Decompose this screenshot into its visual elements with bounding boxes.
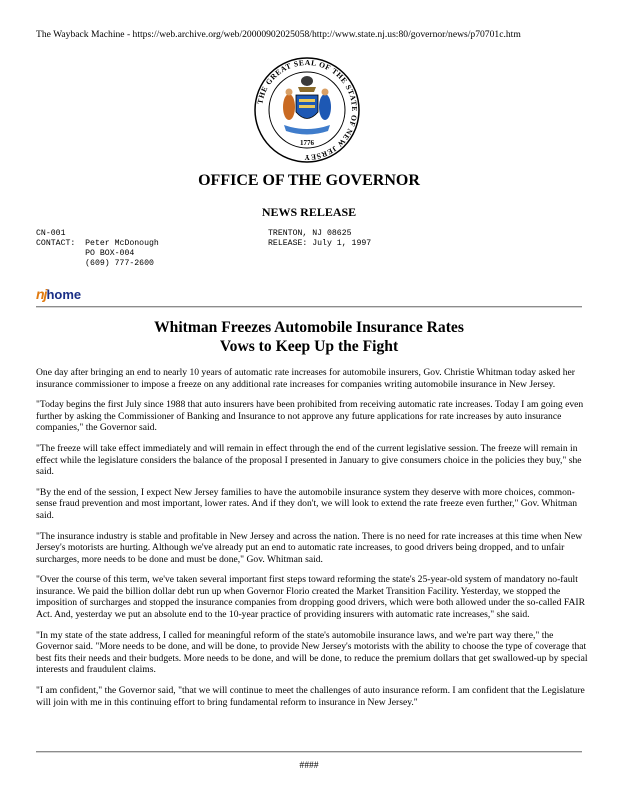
svg-text:THE GREAT SEAL OF THE STATE OF: THE GREAT SEAL OF THE STATE OF NEW JERSEY bbox=[255, 57, 360, 163]
divider bbox=[36, 306, 582, 308]
news-release-label: NEWS RELEASE bbox=[261, 205, 357, 219]
divider bbox=[36, 751, 582, 753]
headline-line1: Whitman Freezes Automobile Insurance Rates bbox=[154, 319, 464, 336]
headline-line2: Vows to Keep Up the Fight bbox=[219, 338, 399, 355]
release-info: TRENTON, NJ 08625 RELEASE: July 1, 1997 bbox=[268, 229, 372, 248]
nj-home-link[interactable] bbox=[36, 286, 81, 302]
office-title: OFFICE OF THE GOVERNOR bbox=[198, 172, 420, 189]
paragraph: "In my state of the state address, I called for meaningful reform of the state's automobile insurance laws, and we're part way there," the Governor said. "More needs to be done, and will be done, to provide New Jersey's motorists with the ability to choose the type of coverage that best fits their needs and their budgets. More needs to be done, and will be done, to reduce the premium dollars that get swallowed-up by special interests and fraudulent claims. bbox=[36, 629, 588, 676]
paragraph: "Over the course of this term, we've taken several important first steps toward reforming the state's 25-year-old system of mandatory no-fault insurance. We paid the billion dollar debt run up when Governor Florio created the Market Transition Facility. Yesterday, we stopped the imposition of surcharges and stopped the insurance companies from dropping good drivers, which were both allowed under the so-called FAIR Act. And, yesterday we put an absolute end to the 10-year practice of providing insurers with automatic rate increases," she said. bbox=[36, 574, 586, 620]
headline bbox=[0, 318, 618, 356]
end-mark: #### bbox=[299, 760, 319, 771]
paragraph: "By the end of the session, I expect New Jersey families to have the automobile insurance system they deserve with more choices, common-sense fraud prevention and most important, lower rates. And if they don't, we will look to extend the rate freeze even further," Gov. Whitman said. bbox=[36, 486, 578, 521]
home-logo-text: home bbox=[46, 287, 82, 302]
paragraph: One day after bringing an end to nearly 10 years of automatic rate increases for automobile insurers, Gov. Christie Whitman today asked her insurance commissioner to impose a freeze on any additional rate increases for companies writing automobile insurance in New Jersey. bbox=[36, 367, 575, 390]
article-body bbox=[36, 367, 592, 717]
nj-logo-text: nj bbox=[36, 286, 47, 302]
svg-text:1776: 1776 bbox=[300, 139, 314, 147]
paragraph: "I am confident," the Governor said, "that we will continue to meet the challenges of auto insurance reform. I am confident that the Legislature will join with me in this continuing effort to bring fundamental reform to insurance in New Jersey." bbox=[36, 685, 585, 708]
wayback-header: The Wayback Machine - https://web.archive.org/web/20000902025058/http://www.state.nj.us:80/governor/news/p70701c.htm bbox=[36, 29, 521, 40]
paragraph: "The insurance industry is stable and profitable in New Jersey and across the nation. There is no need for rate increases at this time when New Jersey's motorists are hurting. Although we've already put an end to automatic rate increases, to good drivers being dropped, and to unfair surcharges, more needs to be done and must be done," Gov. Whitman said. bbox=[36, 530, 583, 565]
great-seal-icon bbox=[254, 57, 360, 163]
contact-info: CN-001 CONTACT: Peter McDonough PO BOX-004 (609) 777-2600 bbox=[36, 229, 159, 268]
paragraph: "Today begins the first July since 1988 that auto insurers have been prohibited from receiving automatic rate increases. Today I am going even further by asking the Commissioner of Banking and Insurance to not approve any future applications for rate increases by auto insurance companies," the Governor said. bbox=[36, 399, 584, 434]
paragraph: "The freeze will take effect immediately and will remain in effect through the end of the current legislative session. The freeze will remain in effect while the legislature considers the balance of the proposal I presented in January to give consumers choice in the policies they buy," she said. bbox=[36, 443, 582, 478]
